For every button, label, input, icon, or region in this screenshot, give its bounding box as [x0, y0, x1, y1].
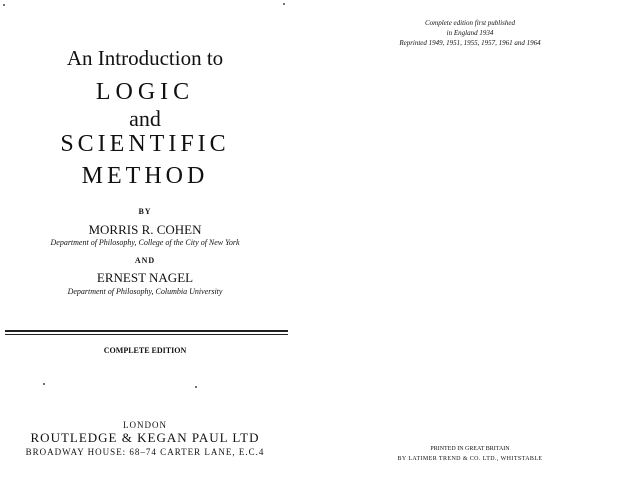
copyright-page — [290, 0, 626, 480]
speck-mark — [3, 4, 5, 6]
publisher-name: ROUTLEDGE & KEGAN PAUL LTD — [30, 430, 260, 445]
title-and: and — [129, 106, 161, 131]
publisher-address: BROADWAY HOUSE: 68–74 CARTER LANE, E.C.4 — [25, 447, 265, 457]
author-cohen-affiliation: Department of Philosophy, College of the City of New York — [50, 238, 240, 247]
title-logic: LOGIC — [95, 79, 195, 105]
by-label: BY — [138, 207, 152, 216]
title-page — [0, 0, 290, 480]
edition-label: COMPLETE EDITION — [103, 346, 187, 355]
reprint-history: Reprinted 1949, 1951, 1955, 1957, 1961 and 1964 — [399, 39, 541, 47]
printer-name: BY LATIMER TREND & CO. LTD., WHITSTABLE — [397, 456, 543, 462]
author-cohen: MORRIS R. COHEN — [88, 222, 202, 237]
author-nagel: ERNEST NAGEL — [96, 270, 194, 285]
and-label: AND — [134, 256, 156, 265]
city-label: LONDON — [123, 420, 167, 430]
title-scientific: SCIENTIFIC — [60, 131, 230, 157]
divider-rule-thick — [5, 330, 288, 332]
first-published-line: Complete edition first published — [424, 19, 516, 27]
divider-rule-thin — [5, 334, 288, 335]
speck-mark — [283, 3, 285, 5]
printed-in-line: PRINTED IN GREAT BRITAIN — [430, 446, 510, 452]
author-nagel-affiliation: Department of Philosophy, Columbia University — [67, 287, 223, 296]
title-introduction: An Introduction to — [66, 46, 224, 70]
title-method: METHOD — [81, 163, 209, 189]
speck-mark — [43, 383, 45, 385]
first-published-year: in England 1934 — [446, 29, 494, 37]
speck-mark — [195, 386, 197, 388]
